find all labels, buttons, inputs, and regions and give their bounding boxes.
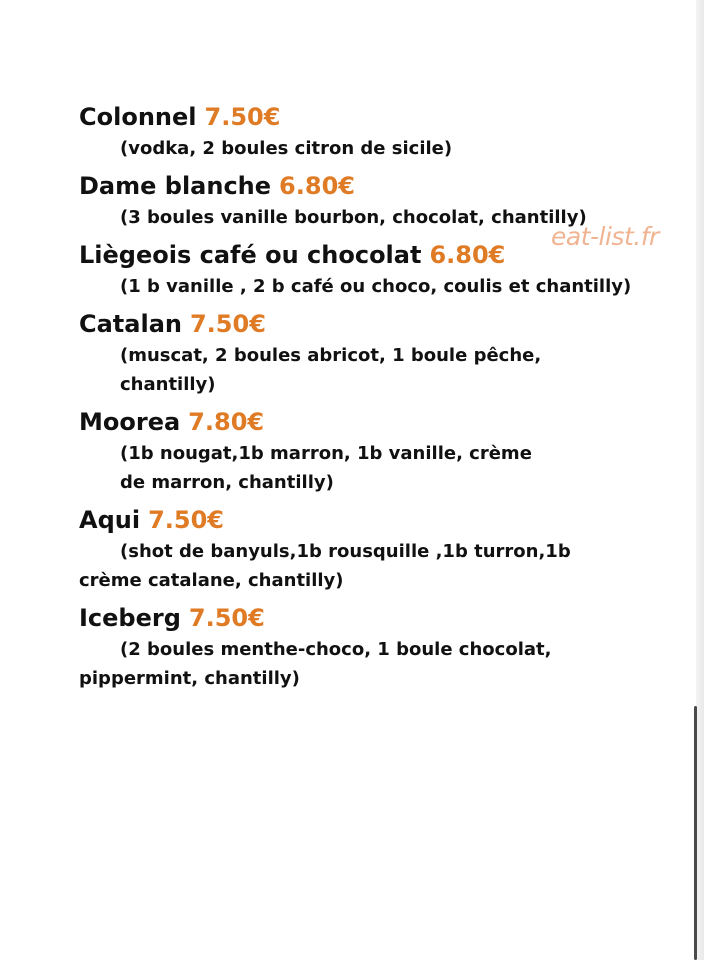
item-name: Liègeois café ou chocolat (79, 241, 422, 269)
scrollbar[interactable] (694, 706, 697, 960)
item-description: (1b nougat,1b marron, 1b vanille, crème de marron, chantilly) (120, 443, 532, 493)
menu-list (79, 100, 669, 699)
item-title (79, 601, 669, 635)
item-title (79, 405, 669, 439)
page-edge (696, 0, 704, 960)
menu-item-catalan (79, 307, 669, 399)
item-title (79, 238, 669, 272)
item-price: 6.80€ (279, 172, 355, 200)
item-description: (muscat, 2 boules abricot, 1 boule pêche, chantilly) (120, 345, 542, 395)
item-description: (vodka, 2 boules citron de sicile) (120, 138, 453, 159)
item-name: Catalan (79, 310, 182, 338)
item-description: (1 b vanille , 2 b café ou choco, coulis et chantilly) (120, 276, 632, 297)
item-price: 7.50€ (189, 310, 266, 338)
item-description: (3 boules vanille bourbon, chocolat, chantilly) (120, 207, 587, 228)
item-price: 7.80€ (188, 408, 265, 436)
menu-item-iceberg (79, 601, 669, 693)
item-price: 7.50€ (148, 506, 224, 534)
menu-item-aqui (79, 503, 669, 595)
item-title (79, 100, 669, 134)
item-name: Moorea (79, 408, 181, 436)
item-title (79, 503, 669, 537)
item-name: Dame blanche (79, 172, 272, 200)
item-name: Aqui (79, 506, 141, 534)
item-title (79, 169, 669, 203)
menu-item-moorea (79, 405, 669, 497)
menu-item-colonnel (79, 100, 669, 163)
item-title (79, 307, 669, 341)
item-name: Iceberg (79, 604, 181, 632)
item-price: 7.50€ (204, 103, 281, 131)
item-price: 7.50€ (188, 604, 265, 632)
item-price: 6.80€ (429, 241, 506, 269)
item-description: (shot de banyuls,1b rousquille ,1b turron,1b crème catalane, chantilly) (79, 541, 571, 591)
item-description: (2 boules menthe-choco, 1 boule chocolat, pippermint, chantilly) (79, 639, 552, 689)
watermark: eat-list.fr (551, 222, 659, 251)
menu-item-liegeois (79, 238, 669, 301)
menu-item-dame-blanche (79, 169, 669, 232)
item-name: Colonnel (79, 103, 197, 131)
